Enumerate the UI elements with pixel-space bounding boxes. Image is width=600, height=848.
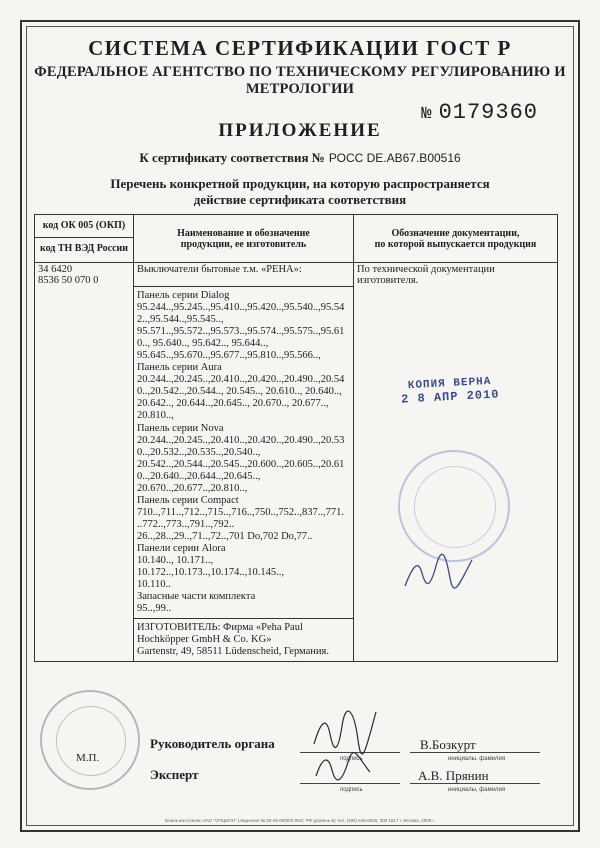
product-line: 95..,99.. — [137, 603, 172, 615]
okp-code: 34 6420 — [38, 264, 73, 275]
head-name-line — [410, 752, 540, 753]
page-title: ПРИЛОЖЕНИЕ — [218, 120, 382, 141]
product-line: Панели серии Alora — [137, 542, 226, 554]
manufacturer-cell — [134, 619, 354, 662]
documentation-cell: По технической документации изготовителя. — [354, 263, 558, 662]
expert-signature-icon — [310, 748, 380, 788]
manufacturer-line: ИЗГОТОВИТЕЛЬ: Фирма «Peha Paul — [137, 622, 303, 634]
product-line: Запасные части комплекта — [137, 591, 256, 603]
product-line: 20.542..,20.544..,20.545..,20.600..,20.605..,20.61 — [137, 458, 345, 470]
blue-round-seal — [398, 450, 510, 562]
product-line: 95.244..,95.245..,95.410..,95.420..,95.540..,95.54 — [137, 302, 345, 314]
blue-signature-icon — [400, 548, 480, 598]
stamp-line-1: КОПИЯ ВЕРНА — [407, 375, 492, 393]
product-line: 20.244..,20.245..,20.410..,20.420..,20.490..,20.54 — [137, 374, 345, 386]
certificate-number: РОСС DE.АВ67.В00516 — [328, 151, 461, 165]
okp-code-header: код ОК 005 (ОКП) — [42, 220, 126, 231]
product-line: 95.571..,95.572..,95.573..,95.574..,95.575..,95.61 — [137, 326, 345, 338]
documentation-header-line-1: Обозначение документации, — [391, 227, 520, 239]
certificate-label: К сертификату соответствия № — [139, 150, 325, 165]
product-line: 0..,20.532..,20.535..,20.540.., — [137, 446, 261, 458]
documentation-header-line-2: по которой выпускается продукция — [374, 238, 537, 250]
expert-signature-caption: подпись — [340, 787, 363, 793]
product-line: 10.140.., 10.171.., — [137, 555, 214, 567]
product-line: 10.110.. — [137, 579, 171, 591]
product-name-header — [134, 215, 354, 263]
manufacturer-lines — [137, 622, 350, 658]
product-line: 0..,20.640..,20.644..,20.645.., — [137, 470, 261, 482]
product-line: ..772..,773..,791..,792.. — [137, 518, 235, 530]
product-line: 710..,711..,712..,715..,716..,750..,752..,837..,771. — [137, 506, 344, 518]
product-lines — [137, 290, 350, 615]
list-title — [0, 176, 600, 208]
product-line: 20.244..,20.245..,20.410..,20.420..,20.490..,20.53 — [137, 434, 345, 446]
product-line: 20.642.., 20.644..,20.645.., 20.670.., 20.677.., — [137, 398, 329, 410]
product-line: 20.810.., — [137, 410, 174, 422]
number-sign: № — [421, 105, 433, 124]
product-line: Панель серии Dialog — [137, 290, 230, 301]
manufacturer-line: Hochköpper GmbH & Co. KG» — [137, 634, 272, 646]
manufacturer-line: Gartenstr, 49, 58511 Lüdenscheid, Германия. — [137, 646, 329, 658]
expert-name-caption: инициалы, фамилия — [448, 787, 506, 793]
grey-round-seal — [40, 690, 140, 790]
list-title-line-1: Перечень конкретной продукции, на которую распространяется — [110, 176, 490, 191]
seal-place-label: М.П. — [76, 752, 100, 764]
tn-ved-code-header: код ТН ВЭД России — [35, 237, 133, 260]
product-line: 10.172..,10.173..,10.174..,10.145.., — [137, 567, 284, 579]
list-title-line-2: действие сертификата соответствия — [193, 192, 407, 207]
documentation-header — [354, 215, 558, 263]
product-line: 2..,95.544..,95.545.., — [137, 314, 224, 326]
grey-round-seal-inner-ring — [56, 706, 126, 776]
product-line: 20.670..,20.677..,20.810.., — [137, 482, 248, 494]
expert-name: А.В. Прянин — [418, 768, 489, 783]
expert-label: Эксперт — [150, 767, 199, 782]
product-line: 26..,28..,29..,71..,72..,701 Do,702 Do,77.. — [137, 530, 313, 542]
product-name-header-line-2: продукции, ее изготовитель — [180, 238, 307, 250]
code-header-cell — [35, 215, 134, 263]
serial-value: 0179360 — [438, 100, 538, 125]
certification-system-heading: СИСТЕМА СЕРТИФИКАЦИИ ГОСТ Р — [88, 36, 512, 60]
table-row — [35, 263, 558, 287]
head-name: В.Бозкурт — [420, 737, 476, 752]
head-label: Руководитель органа — [150, 736, 275, 751]
product-name-cell: Выключатели бытовые т.м. «PEHA»: — [134, 263, 354, 287]
product-line: Панель серии Aura — [137, 362, 222, 374]
print-footer: Бланк изготовлен ЗАО "ОПЦИОН" (лицензия № 05-05-09/003 ФНС РФ уровень Б) тел. (495) 648-6000, 300 1817 г. Москва, 2009 г. — [165, 818, 435, 823]
blue-round-seal-inner-ring — [414, 466, 496, 548]
head-name-caption: инициалы, фамилия — [448, 756, 506, 762]
product-line: 0.., 95.640.., 95.642.., 95.644.., — [137, 338, 269, 350]
product-line: 0..,20.542..,20.544.., 20.545.., 20.610.., 20.640.., — [137, 386, 342, 398]
certificate-reference — [0, 150, 600, 166]
agency-heading: ФЕДЕРАЛЬНОЕ АГЕНТСТВО ПО ТЕХНИЧЕСКОМУ РЕГУЛИРОВАНИЮ И МЕТРОЛОГИИ — [34, 64, 566, 97]
stamp-date: 2 8 АПР 2010 — [400, 387, 500, 407]
product-line: Панель серии Compact — [137, 494, 239, 506]
table-header-row — [35, 215, 558, 263]
product-name-header-line-1: Наименование и обозначение — [177, 227, 310, 239]
product-line: Панель серии Nova — [137, 422, 224, 434]
product-lines-cell — [134, 287, 354, 619]
codes-cell — [35, 263, 134, 662]
head-signature-caption: подпись — [340, 756, 363, 762]
product-line: 95.645..,95.670..,95.677..,95.810..,95.566.., — [137, 350, 321, 362]
expert-name-line — [410, 783, 540, 784]
tn-ved-code: 8536 50 070 0 — [38, 275, 99, 286]
